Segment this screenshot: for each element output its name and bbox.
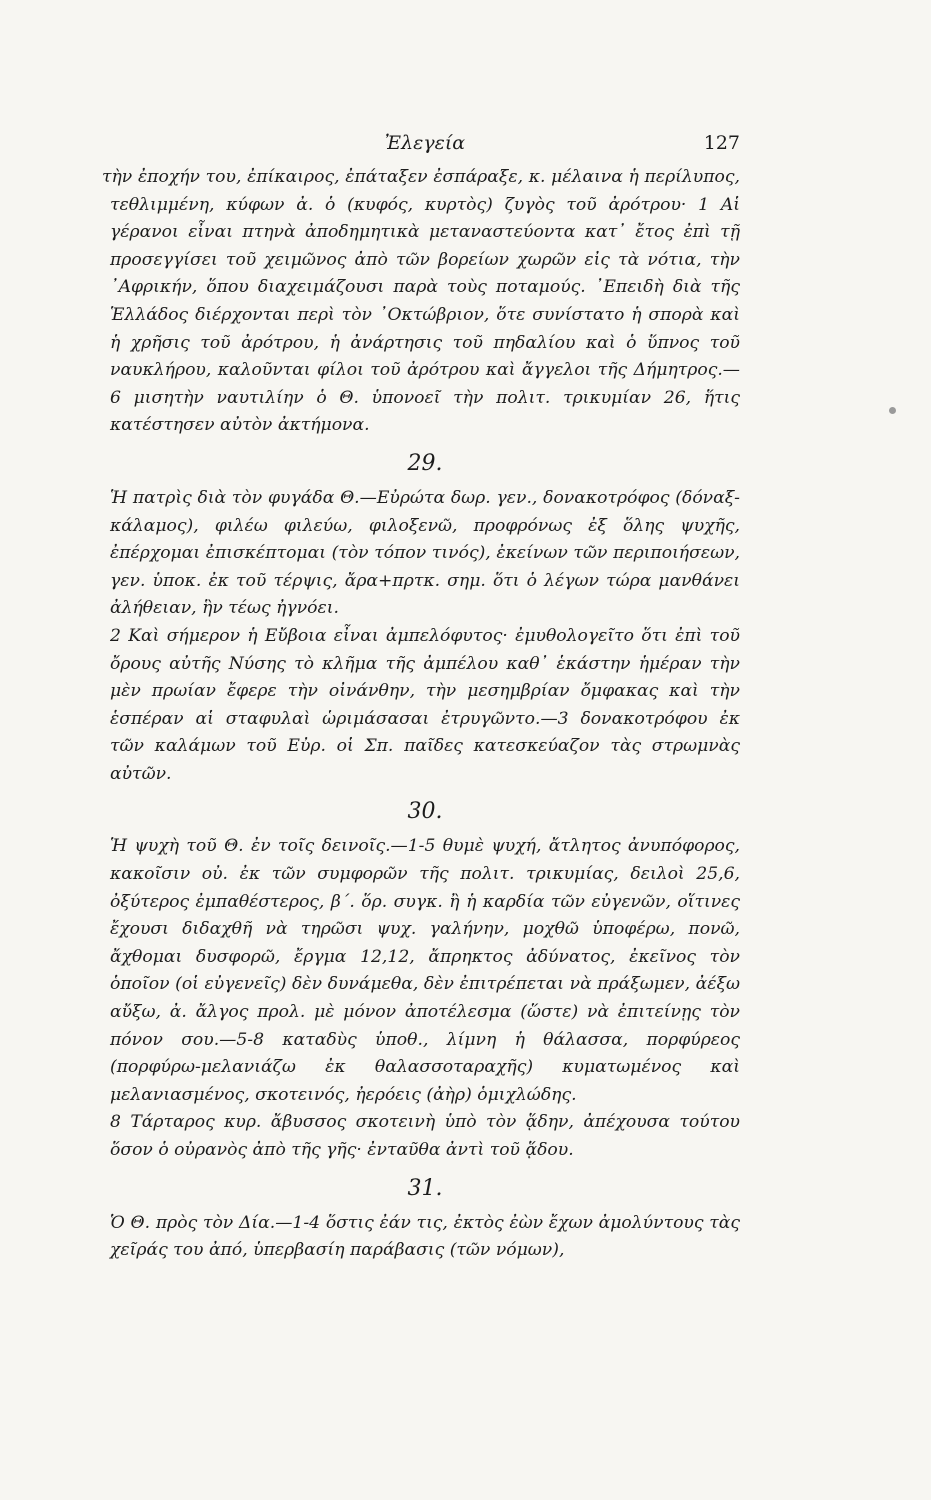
section-heading: 30. <box>407 799 443 825</box>
section-heading: 31. <box>407 1175 443 1201</box>
print-speck <box>889 407 896 414</box>
commentary-paragraph: 2 Καὶ σήμερον ἡ Εὔβοια εἶναι ἀμπελόφυτος· ἐμυθολογεῖτο ὅτι ἐπὶ τοῦ ὄρους αὐτῆς Νύσης τὸ κλῆμα τῆς ἀμπέλου καθ᾽ ἑκάστην ἡμέραν τὴν μὲν πρωίαν ἔφερε τὴν οἰνάνθην, τὴν μεσημβρίαν ὄμφακας καὶ τὴν ἑσπέραν αἱ σταφυλαὶ ὡριμάσασαι ἐτρυγῶντο.—3 δονακοτρόφου ἐκ τῶν καλάμων τοῦ Εὐρ. οἱ Σπ. παῖδες κατεσκεύαζον τὰς στρωμνὰς αὐτῶν. <box>110 625 740 784</box>
commentary-paragraph: Ἡ ψυχὴ τοῦ Θ. ἐν τοῖς δεινοῖς.—1-5 θυμὲ ψυχή, ἄτλητος ἀνυπόφορος, κακοῖσιν οὐ. ἐκ τῶν συμφορῶν τῆς πολιτ. τρικυμίας, δειλοὶ 25,6, ὀξύτερος ἐμπαθέστερος, β΄. ὅρ. συγκ. ἢ ἡ καρδία τῶν εὐγενῶν, οἵτινες ἔχουσι διδαχθῆ νὰ τηρῶσι ψυχ. γαλήνην, μοχθῶ ὑποφέρω, πονῶ, ἄχθομαι δυσφορῶ, ἔργμα 12,12, ἄπρηκτος ἀδύνατος, ἐκεῖνος τὸν ὁποῖον (οἱ εὐγενεῖς) δὲν δυνάμεθα, δὲν ἐπιτρέπεται νὰ πράξωμεν, ἀέξω αὔξω, ἀ. ἄλγος προλ. μὲ μόνον ἀποτέλεσμα (ὥστε) νὰ ἐπιτείνῃς τὸν πόνον σου.—5-8 καταδὺς ὑποθ., λίμνη ἡ θάλασσα, πορφύρεος (πορφύρω-μελανιάζω ἐκ θαλασσοταραχῆς) κυματωμένος καὶ μελανιασμένος, σκοτεινός, ἠερόεις (ἀὴρ) ὁμιχλώδης. <box>110 836 740 1105</box>
running-head <box>110 128 740 164</box>
page-number: 127 <box>703 132 740 154</box>
commentary-paragraph: Ὁ Θ. πρὸς τὸν Δία.—1-4 ὅστις ἐάν τις, ἐκτὸς ἐὼν ἔχων ἀμολύντους τὰς χεῖράς του ἀπό, ὑπερβασίη παράβασις (τῶν νόμων), <box>110 1212 740 1261</box>
section-heading: 29. <box>407 450 443 476</box>
commentary-paragraph: τὴν ἐποχήν του, ἐπίκαιρος, ἐπάταξεν ἐσπάραξε, κ. μέλαινα ἡ περίλυπος, τεθλιμμένη, κύφων ἀ. ὁ (κυφός, κυρτὸς) ζυγὸς τοῦ ἀρότρου· 1 Αἱ γέρανοι εἶναι πτηνὰ ἀποδημητικὰ μεταναστεύοντα κατ᾽ ἔτος ἐπὶ τῇ προσεγγίσει τοῦ χειμῶνος ἀπὸ τῶν βορείων χωρῶν εἰς τὰ νότια, τὴν ᾿Αφρικήν, ὅπου διαχειμάζουσι παρὰ τοὺς ποταμούς. ᾿Επειδὴ διὰ τῆς Ἑλλάδος διέρχονται περὶ τὸν ᾿Οκτώβριον, ὅτε συνίστατο ἡ σπορὰ καὶ ἡ χρῆσις τοῦ ἀρότρου, ἡ ἀνάρτησις τοῦ πηδαλίου καὶ ὁ ὕπνος τοῦ ναυκλήρου, καλοῦνται φίλοι τοῦ ἀρότρου καὶ ἄγγελοι τῆς Δήμητρος.—6 μισητὴν ναυτιλίην ὁ Θ. ὑπονοεῖ τὴν πολιτ. τρικυμίαν 26, ἥτις κατέστησεν αὐτὸν ἀκτήμονα. <box>102 167 740 436</box>
commentary-paragraph: 8 Τάρταρος κυρ. ἄβυσσος σκοτεινὴ ὑπὸ τὸν ᾅδην, ἀπέχουσα τούτου ὅσον ὁ οὐρανὸς ἀπὸ τῆς γῆς· ἐνταῦθα ἀντὶ τοῦ ᾅδου. <box>110 1112 740 1160</box>
book-page <box>102 128 740 1265</box>
commentary-paragraph: Ἡ πατρὶς διὰ τὸν φυγάδα Θ.—Εὐρώτα δωρ. γεν., δονακοτρόφος (δόναξ-κάλαμος), φιλέω φιλεύω, φιλοξενῶ, προφρόνως ἐξ ὅλης ψυχῆς, ἐπέρχομαι ἐπισκέπτομαι (τὸν τόπον τινός), ἐκείνων τῶν περιποιήσεων, γεν. ὑποκ. ἐκ τοῦ τέρψις, ἄρα+πρτκ. σημ. ὅτι ὁ λέγων τώρα μανθάνει ἀλήθειαν, ἣν τέως ἠγνόει. <box>110 487 740 619</box>
running-title: Ἐλεγεία <box>384 132 466 154</box>
